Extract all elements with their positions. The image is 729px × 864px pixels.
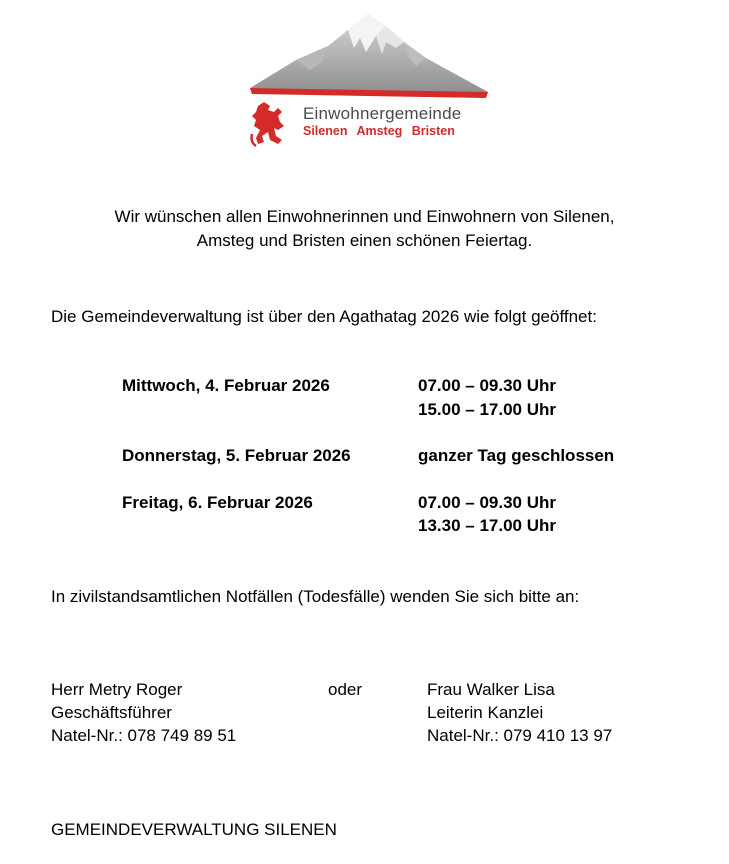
greeting-line-2: Amsteg und Bristen einen schönen Feiertag. bbox=[196, 231, 533, 250]
logo-title: Einwohnergemeinde bbox=[303, 104, 462, 123]
contact-left-phone: Natel-Nr.: 078 749 89 51 bbox=[51, 726, 237, 745]
contact-left-name: Herr Metry Roger bbox=[51, 680, 183, 699]
emergency-note: In zivilstandsamtlichen Notfällen (Todesfälle) wenden Sie sich bitte an: bbox=[51, 587, 580, 606]
schedule-day-2: Donnerstag, 5. Februar 2026 bbox=[122, 446, 351, 465]
schedule-time-1b: 15.00 – 17.00 Uhr bbox=[418, 400, 556, 419]
schedule-time-2a: ganzer Tag geschlossen bbox=[418, 446, 615, 465]
schedule-time-3a: 07.00 – 09.30 Uhr bbox=[418, 493, 556, 512]
schedule-day-3: Freitag, 6. Februar 2026 bbox=[122, 493, 313, 512]
greeting-text bbox=[0, 205, 729, 253]
contact-right-role: Leiterin Kanzlei bbox=[427, 703, 544, 722]
opening-intro: Die Gemeindeverwaltung ist über den Agathatag 2026 wie folgt geöffnet: bbox=[51, 307, 597, 326]
lion-icon bbox=[248, 100, 288, 148]
schedule-time-3b: 13.30 – 17.00 Uhr bbox=[418, 516, 556, 535]
schedule-time-1a: 07.00 – 09.30 Uhr bbox=[418, 376, 556, 395]
contact-separator: oder bbox=[328, 680, 363, 699]
contact-right-name: Frau Walker Lisa bbox=[427, 680, 555, 699]
contact-right-phone: Natel-Nr.: 079 410 13 97 bbox=[427, 726, 613, 745]
municipality-logo bbox=[236, 8, 498, 153]
logo-subtitle: Silenen Amsteg Bristen bbox=[303, 124, 455, 138]
greeting-line-1: Wir wünschen allen Einwohnerinnen und Einwohnern von Silenen, bbox=[114, 207, 615, 226]
signature: GEMEINDEVERWALTUNG SILENEN bbox=[51, 820, 337, 839]
contact-left-role: Geschäftsführer bbox=[51, 703, 172, 722]
schedule-day-1: Mittwoch, 4. Februar 2026 bbox=[122, 376, 330, 395]
